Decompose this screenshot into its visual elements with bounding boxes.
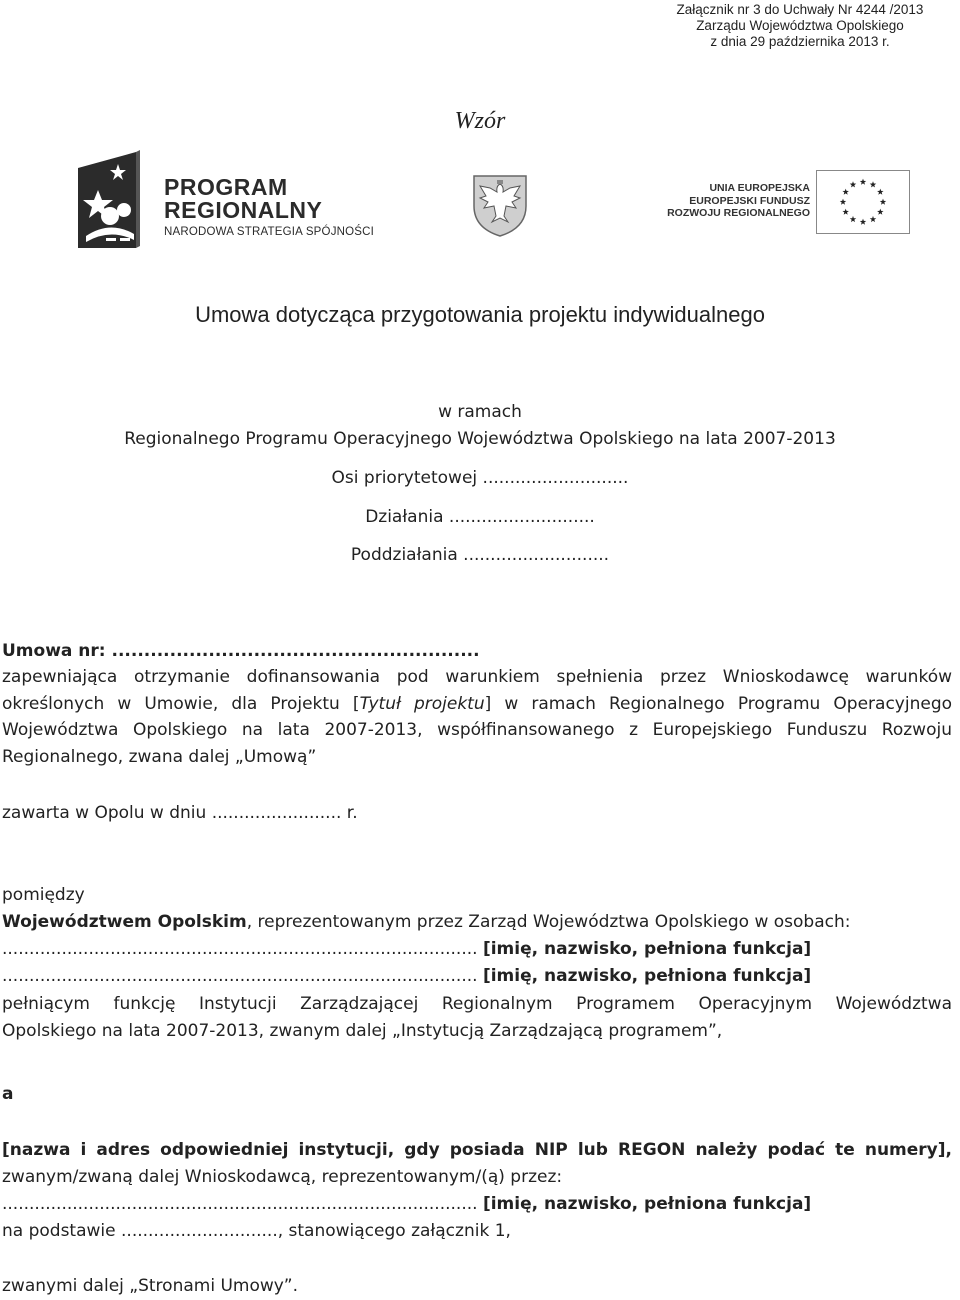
document-title: Umowa dotycząca przygotowania projektu indywidualnego <box>195 302 765 327</box>
representative-2 <box>2 963 952 990</box>
agreement-body-line-2 <box>2 691 952 718</box>
agreement-number: Umowa nr: ......................................................... <box>2 641 480 661</box>
role-line-1: pełniącym funkcję Instytucji Zarządzającej Regionalnym Programem Operacyjnym Województwa <box>2 994 952 1014</box>
representative-1 <box>2 936 952 963</box>
agreement-body-line-3: Województwa Opolskiego na lata 2007-2013, współfinansowanego z Europejskiego Funduszu Rozwoju <box>2 720 952 740</box>
party-1-role <box>2 991 952 1044</box>
subtitle-line-1: w ramach <box>438 402 522 422</box>
program-line-1: PROGRAM <box>164 174 288 200</box>
body-line-2-start: określonych w Umowie, dla Projektu [ <box>2 693 360 714</box>
between-label: pomiędzy <box>2 885 85 905</box>
subtitle-axis: Osi priorytetowej ........................... <box>331 468 629 488</box>
program-line-3: NARODOWA STRATEGIA SPÓJNOŚCI <box>164 226 375 238</box>
basis-line: na podstawie ............................., stanowiącego załącznik 1, <box>2 1221 511 1241</box>
ue-line-3: ROZWOJU REGIONALNEGO <box>667 207 810 219</box>
rep-3-placeholder: [imię, nazwisko, pełniona funkcja] <box>482 1194 812 1214</box>
party-1-rest: , reprezentowanym przez Zarząd Województwa Opolskiego w osobach: <box>246 912 851 932</box>
and-label: a <box>2 1084 14 1104</box>
attachment-line-2: Zarządu Województwa Opolskiego <box>696 18 904 33</box>
eu-flag-icon <box>816 170 910 234</box>
ue-line-2: EUROPEJSKI FUNDUSZ <box>689 194 810 207</box>
agreement-body-line-4: Regionalnego, zwana dalej „Umową” <box>2 746 317 767</box>
agreement-body <box>2 664 952 770</box>
attachment-line-3: z dnia 29 października 2013 r. <box>710 34 890 49</box>
eu-text <box>640 182 810 220</box>
program-regionalny-text <box>164 176 374 239</box>
rep-2-placeholder: [imię, nazwisko, pełniona funkcja] <box>482 966 812 986</box>
party-2-line: zwanym/zwaną dalej Wnioskodawcą, reprezentowanym/(ą) przez: <box>2 1167 563 1187</box>
template-label: Wzór <box>454 108 506 134</box>
attachment-line-1: Załącznik nr 3 do Uchwały Nr 4244 /2013 <box>676 2 924 17</box>
ue-line-1: UNIA EUROPEJSKA <box>709 182 810 194</box>
rep-1-dots: ........................................................................................ <box>2 939 483 959</box>
party-2-placeholder: [nazwa i adres odpowiedniej instytucji, gdy posiada NIP lub REGON należy podać te numery], <box>2 1140 952 1160</box>
parties-called: zwanymi dalej „Stronami Umowy”. <box>2 1276 299 1296</box>
program-line-2: REGIONALNY <box>164 197 323 223</box>
attachment-note <box>650 2 950 50</box>
subtitle-action: Działania ........................... <box>365 507 595 527</box>
project-title-placeholder: Tytuł projektu <box>359 693 485 714</box>
party-1 <box>2 909 952 936</box>
concluded-date: zawarta w Opolu w dniu ........................ r. <box>2 803 358 823</box>
rep-3-dots: ........................................................................................ <box>2 1194 483 1214</box>
subtitle-program: Regionalnego Programu Operacyjnego Województwa Opolskiego na lata 2007-2013 <box>124 429 836 449</box>
logos-row <box>0 150 960 255</box>
polish-eagle-icon <box>470 172 530 238</box>
representative-3 <box>2 1191 952 1218</box>
role-line-2: Opolskiego na lata 2007-2013, zwanym dalej „Instytucją Zarządzającą programem”, <box>2 1020 723 1041</box>
subtitle-subaction: Poddziałania ........................... <box>350 545 610 565</box>
body-line-2-end: ] w ramach Regionalnego Programu Operacyjnego <box>484 693 953 714</box>
rep-1-placeholder: [imię, nazwisko, pełniona funkcja] <box>482 939 812 959</box>
program-regionalny-logo-icon <box>76 150 160 250</box>
agreement-body-line-1: zapewniająca otrzymanie dofinansowania pod warunkiem spełnienia przez Wnioskodawcę warunków <box>2 667 952 687</box>
party-1-name: Województwem Opolskim <box>2 912 247 932</box>
rep-2-dots: ........................................................................................ <box>2 966 483 986</box>
